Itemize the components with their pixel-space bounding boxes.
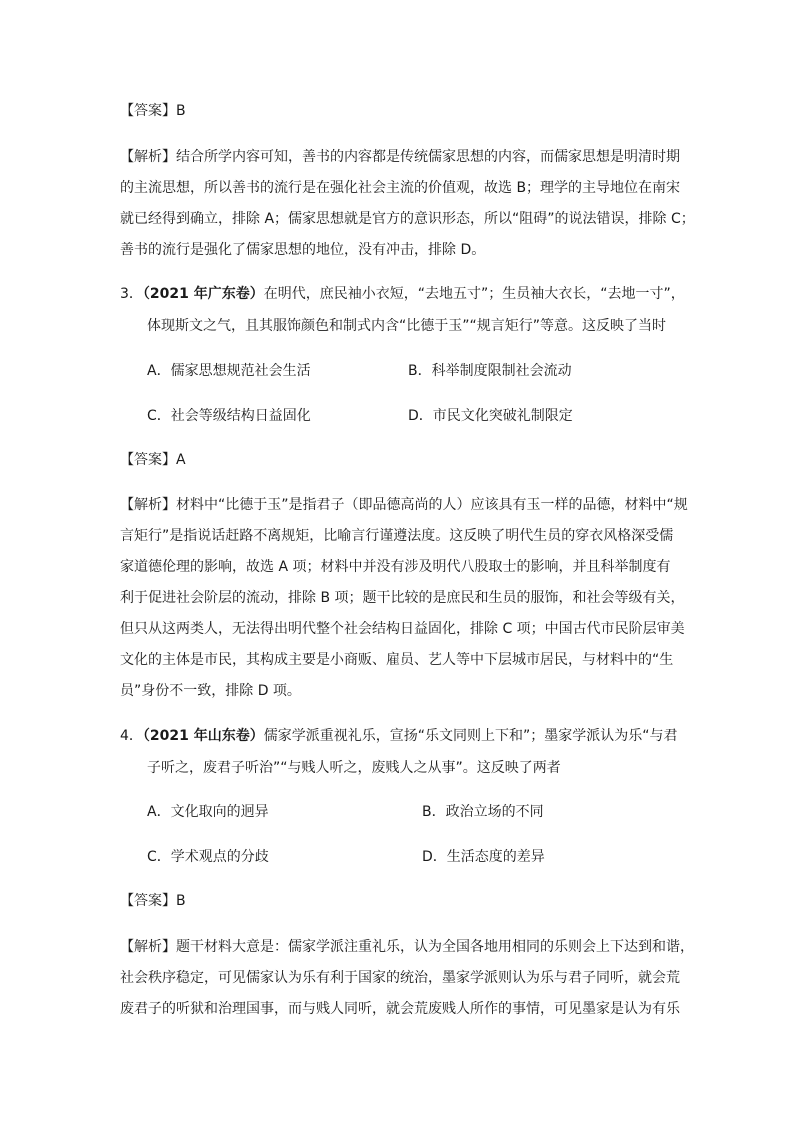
analysis-line: 家道德伦理的影响，故选 A 项；材料中并没有涉及明代八股取士的影响，并且科举制度有 <box>120 559 671 575</box>
answer-tag: 【答案】 <box>120 893 176 909</box>
analysis-text: 结合所学内容可知，善书的内容都是传统儒家思想的内容，而儒家思想是明清时期 <box>176 149 680 165</box>
question-number: 3． <box>120 286 143 302</box>
analysis-line: 利于促进社会阶层的流动，排除 B 项；题干比较的是庶民和生员的服饰，和社会等级有关， <box>120 590 685 606</box>
answer-tag: 【答案】 <box>120 103 176 119</box>
option-b: B．科举制度限制社会流动 <box>408 363 572 379</box>
option-a: A．文化取向的迥异 <box>147 804 269 820</box>
option-c: C．社会等级结构日益固化 <box>147 408 311 424</box>
question-stem-continued: 体现斯文之气，且其服饰颜色和制式内含“比德于玉”“规言矩行”等意。这反映了当时 <box>147 318 667 334</box>
analysis-line: 文化的主体是市民，其构成主要是小商贩、雇员、艺人等中下层城市居民，与材料中的“生 <box>120 652 674 668</box>
question-stem <box>120 726 680 746</box>
option-a: A．儒家思想规范社会生活 <box>147 363 311 379</box>
analysis-line: 但只从这两类人，无法得出明代整个社会结构日益固化，排除 C 项；中国古代市民阶层审美 <box>120 621 685 637</box>
answer-line <box>120 891 680 911</box>
analysis-line: 员”身份不一致，排除 D 项。 <box>120 683 301 699</box>
option-d: D．生活态度的差异 <box>422 849 545 865</box>
option-d: D．市民文化突破礼制限定 <box>408 408 573 424</box>
analysis-line: 就已经得到确立，排除 A；儒家思想就是官方的意识形态，所以“阻碍”的说法错误，排除 C； <box>120 211 695 227</box>
analysis-line: 废君子的听狱和治理国事，而与贱人同听，就会荒废贱人所作的事情，可见墨家是认为有乐 <box>120 1001 680 1017</box>
answer-line <box>120 450 680 470</box>
stem-text: 儒家学派重视礼乐，宣扬“乐文同则上下和”；墨家学派认为乐“与君 <box>263 728 678 744</box>
analysis-line: 社会秩序稳定，可见儒家认为乐有利于国家的统治，墨家学派则认为乐与君子同听，就会荒 <box>120 970 680 986</box>
analysis-line: 善书的流行是强化了儒家思想的地位，没有冲击，排除 D。 <box>120 242 486 258</box>
question-stem-continued: 子听之，废君子听治”“与贱人听之，废贱人之从事”。这反映了两者 <box>147 760 561 776</box>
question-source: （2021 年广东卷） <box>142 286 264 302</box>
answer-value: B <box>176 103 186 119</box>
answer-tag: 【答案】 <box>120 452 176 468</box>
answer-line <box>120 101 680 121</box>
analysis-tag: 【解析】 <box>120 497 176 513</box>
analysis-text: 题干材料大意是：儒家学派注重礼乐，认为全国各地用相同的乐则会上下达到和谐， <box>176 939 694 955</box>
question-number: 4． <box>120 728 143 744</box>
analysis-line: 的主流思想，所以善书的流行是在强化社会主流的价值观，故选 B；理学的主导地位在南宋 <box>120 180 681 196</box>
option-b: B．政治立场的不同 <box>422 804 544 820</box>
answer-value: A <box>176 452 186 468</box>
question-source: （2021 年山东卷） <box>142 728 264 744</box>
analysis-line: 言矩行”是指说话赶路不离规矩，比喻言行谨遵法度。这反映了明代生员的穿衣风格深受儒 <box>120 528 674 544</box>
analysis-line <box>120 495 688 515</box>
analysis-tag: 【解析】 <box>120 939 176 955</box>
option-c: C．学术观点的分歧 <box>147 849 269 865</box>
stem-text: 在明代，庶民袖小衣短，“去地五寸”；生员袖大衣长，“去地一寸”， <box>263 286 685 302</box>
analysis-text: 材料中“比德于玉”是指君子（即品德高尚的人）应该具有玉一样的品德，材料中“规 <box>176 497 688 513</box>
analysis-tag: 【解析】 <box>120 149 176 165</box>
question-stem <box>120 284 685 304</box>
analysis-line <box>120 937 694 957</box>
analysis-line <box>120 147 680 167</box>
answer-value: B <box>176 893 186 909</box>
